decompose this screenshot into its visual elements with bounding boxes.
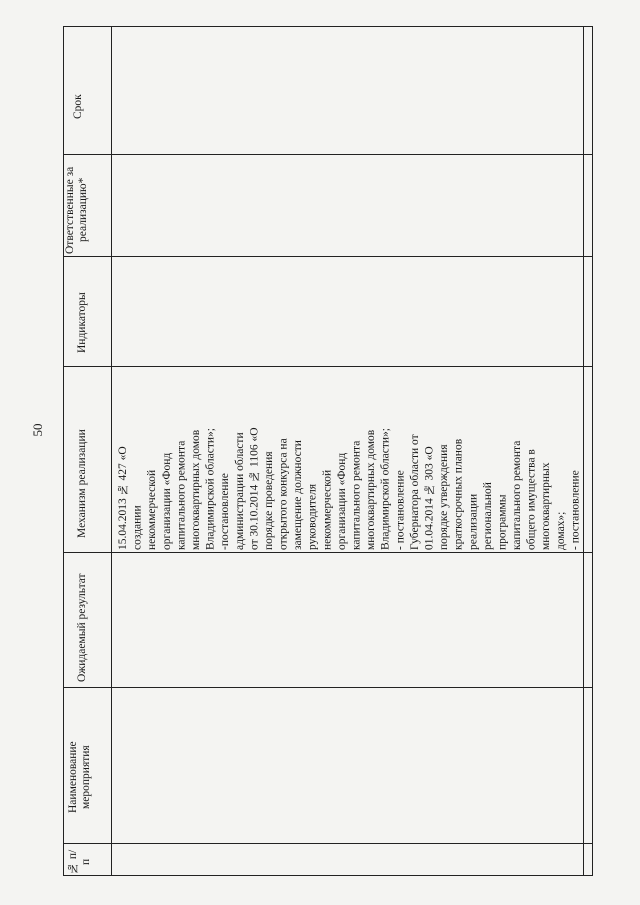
mechanism-line: замещение должности bbox=[292, 440, 305, 550]
mechanism-line: капитального ремонта bbox=[175, 440, 188, 550]
mechanism-line: организации «Фонд bbox=[160, 452, 173, 550]
mechanism-line: -постановление bbox=[219, 473, 232, 550]
header-deadline: Срок bbox=[72, 94, 84, 120]
column-divider bbox=[64, 366, 592, 367]
mechanism-line: некоммерческой bbox=[321, 469, 334, 550]
mechanism-line: организации «Фонд bbox=[335, 452, 348, 550]
mechanism-line: программы bbox=[496, 494, 509, 550]
mechanism-line: 15.04.2013 № 427 «О bbox=[117, 446, 129, 550]
mechanism-line: капитального ремонта bbox=[350, 440, 363, 550]
mechanism-cell bbox=[116, 374, 580, 550]
mechanism-line: - постановление bbox=[569, 470, 582, 550]
header-result: Ожидаемый результат bbox=[76, 573, 88, 683]
mechanism-line: многоквартирных домов bbox=[189, 429, 202, 550]
column-divider bbox=[64, 256, 592, 257]
mechanism-line: некоммерческой bbox=[146, 469, 159, 550]
column-divider bbox=[64, 154, 592, 155]
column-divider bbox=[64, 687, 592, 688]
header-name: Наименование мероприятия bbox=[67, 741, 92, 813]
header-mechanism: Механизм реализации bbox=[76, 429, 88, 539]
mechanism-line: от 30.10.2014 № 1106 «О bbox=[248, 427, 261, 550]
mechanism-line: многоквартирных домов bbox=[365, 429, 378, 550]
page-number: 50 bbox=[30, 423, 45, 437]
mechanism-line: 01.04.2014 № 303 «О bbox=[423, 446, 436, 550]
header-number: № п/п bbox=[67, 849, 92, 875]
mechanism-line: Владимирской области»; bbox=[204, 428, 217, 550]
mechanism-line: порядке утверждения bbox=[438, 444, 451, 550]
column-divider bbox=[64, 552, 592, 553]
mechanism-line: краткосрочных планов bbox=[452, 438, 465, 550]
header-indicators: Индикаторы bbox=[76, 292, 88, 354]
mechanism-line: капитального ремонта bbox=[511, 440, 524, 550]
mechanism-line: домах»; bbox=[554, 511, 567, 550]
mechanism-line: Губернатора области от bbox=[408, 434, 421, 550]
header-responsible: Ответственные за реализацию* bbox=[64, 166, 89, 254]
mechanism-line: общего имущества в bbox=[525, 449, 538, 550]
mechanism-line: создании bbox=[131, 505, 144, 550]
measures-table bbox=[63, 26, 593, 876]
mechanism-line: региональной bbox=[481, 482, 494, 550]
mechanism-line: реализации bbox=[467, 493, 480, 550]
mechanism-line: порядке проведения bbox=[262, 451, 275, 550]
mechanism-line: администрации области bbox=[233, 432, 246, 550]
mechanism-line: многоквартирных bbox=[540, 462, 553, 550]
column-divider bbox=[64, 843, 592, 844]
mechanism-line: открытого конкурса на bbox=[277, 438, 290, 550]
mechanism-line: руководителя bbox=[306, 483, 319, 550]
mechanism-line: - постановление bbox=[394, 470, 407, 550]
mechanism-line: Владимирской области»; bbox=[379, 428, 392, 550]
